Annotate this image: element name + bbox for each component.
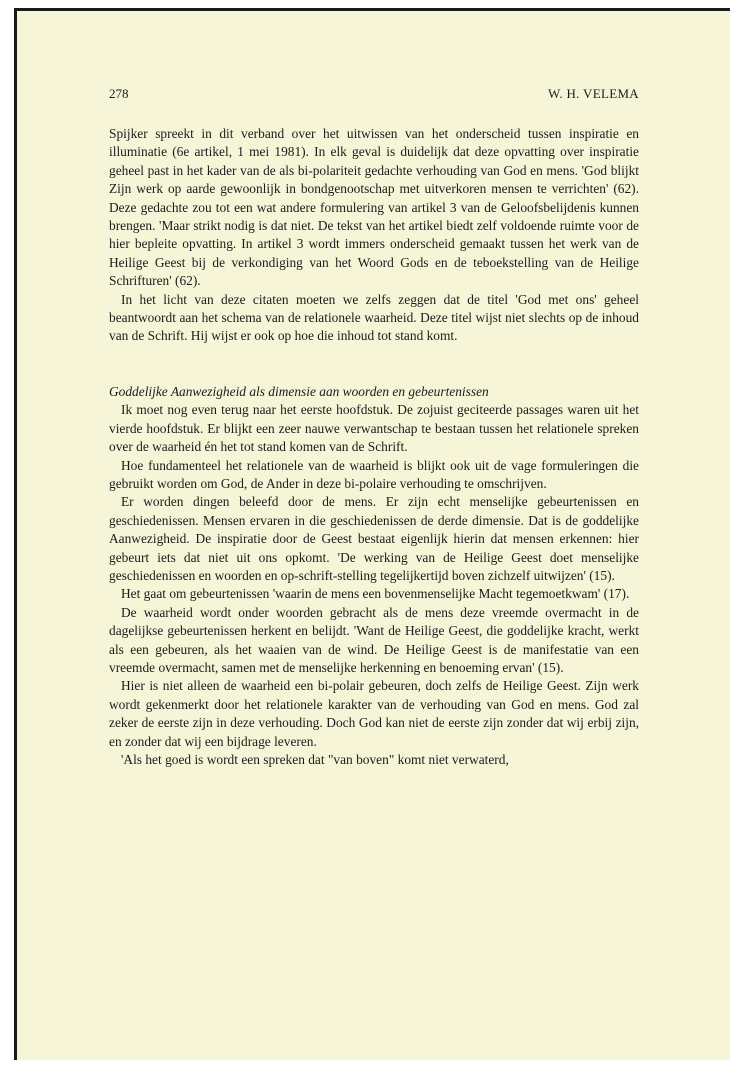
page-body bbox=[109, 125, 639, 769]
running-author: W. H. VELEMA bbox=[548, 86, 639, 101]
page-number: 278 bbox=[109, 86, 129, 101]
paragraph: Hier is niet alleen de waarheid een bi-polair gebeuren, doch zelfs de Heilige Geest. Zijn werk wordt gekenmerkt door het relationele karakter van de verhouding van God en mens. God zal zeker de eerste zijn in deze verhouding. Doch God kan niet de eerste zijn zonder dat wij erbij zijn, en zonder dat wij een bijdrage leveren. bbox=[109, 678, 639, 749]
paragraph: Ik moet nog even terug naar het eerste hoofdstuk. De zojuist geciteerde passages waren uit het vierde hoofdstuk. Er blijkt een zeer nauwe verwantschap te bestaan tussen het relationele spreken over de waarheid én het tot stand komen van de Schrift. bbox=[109, 402, 639, 455]
paragraph: Spijker spreekt in dit verband over het uitwissen van het onderscheid tussen inspiratie en illuminatie (6e artikel, 1 mei 1981). In elk geval is duidelijk dat deze opvatting over inspiratie geheel past in het kader van de als bi-polariteit gedachte verhouding van God en mens. 'God blijkt Zijn werk op aarde gewoonlijk in bondgenootschap met uitverkoren mensen te verrichten' (62). Deze gedachte zou tot een wat andere formulering van artikel 3 van de Geloofsbelijdenis kunnen brengen. 'Maar strikt nodig is dat niet. De tekst van het artikel biedt zelf voldoende ruimte voor de hier bepleite opvatting. In artikel 3 wordt immers onderscheid gemaakt tussen het werk van de Heilige Geest bij de verkondiging van het Woord Gods en de teboekstelling van de Heilige Schrifturen' (62). bbox=[109, 126, 639, 289]
paragraph: Hoe fundamenteel het relationele van de waarheid is blijkt ook uit de vage formuleringen die gebruikt worden om God, de Ander in deze bi-polaire verhouding te omschrijven. bbox=[109, 457, 639, 491]
paragraph: Het gaat om gebeurtenissen 'waarin de mens een bovenmenselijke Macht tegemoetkwam' (17). bbox=[121, 586, 630, 602]
paragraph: In het licht van deze citaten moeten we zelfs zeggen dat de titel 'God met ons' geheel beantwoordt aan het schema van de relationele waarheid. Deze titel wijst niet slechts op de inhoud van de Schrift. Hij wijst er ook op hoe die inhoud tot stand komt. bbox=[109, 291, 639, 344]
paragraph: Er worden dingen beleefd door de mens. Er zijn echt menselijke gebeurtenissen en geschiedenissen. Mensen ervaren in die geschiedenissen de derde dimensie. Dat is de goddelijke Aanwezigheid. De inspiratie door de Geest bestaat eigenlijk hierin dat mensen erkennen: hier gebeurt iets dat niet uit ons opkomt. 'De werking van de Heilige Geest doet menselijke geschiedenissen en woorden en op-schrift-stelling tegelijkertijd boven zichzelf uitwijzen' (15). bbox=[109, 494, 639, 583]
section-heading: Goddelijke Aanwezigheid als dimensie aan woorden en gebeurtenissen bbox=[109, 383, 489, 399]
paragraph: 'Als het goed is wordt een spreken dat "van boven" komt niet verwaterd, bbox=[121, 752, 509, 767]
paragraph: De waarheid wordt onder woorden gebracht als de mens deze vreemde overmacht in de dagelijkse gebeurtenissen herkent en belijdt. 'Want de Heilige Geest, die goddelijke kracht, werkt als een gebeuren, als het waaien van de wind. De Heilige Geest is de manifestatie van een vreemde overmacht, samen met de menselijke herkenning en benoeming ervan' (15). bbox=[109, 604, 639, 675]
